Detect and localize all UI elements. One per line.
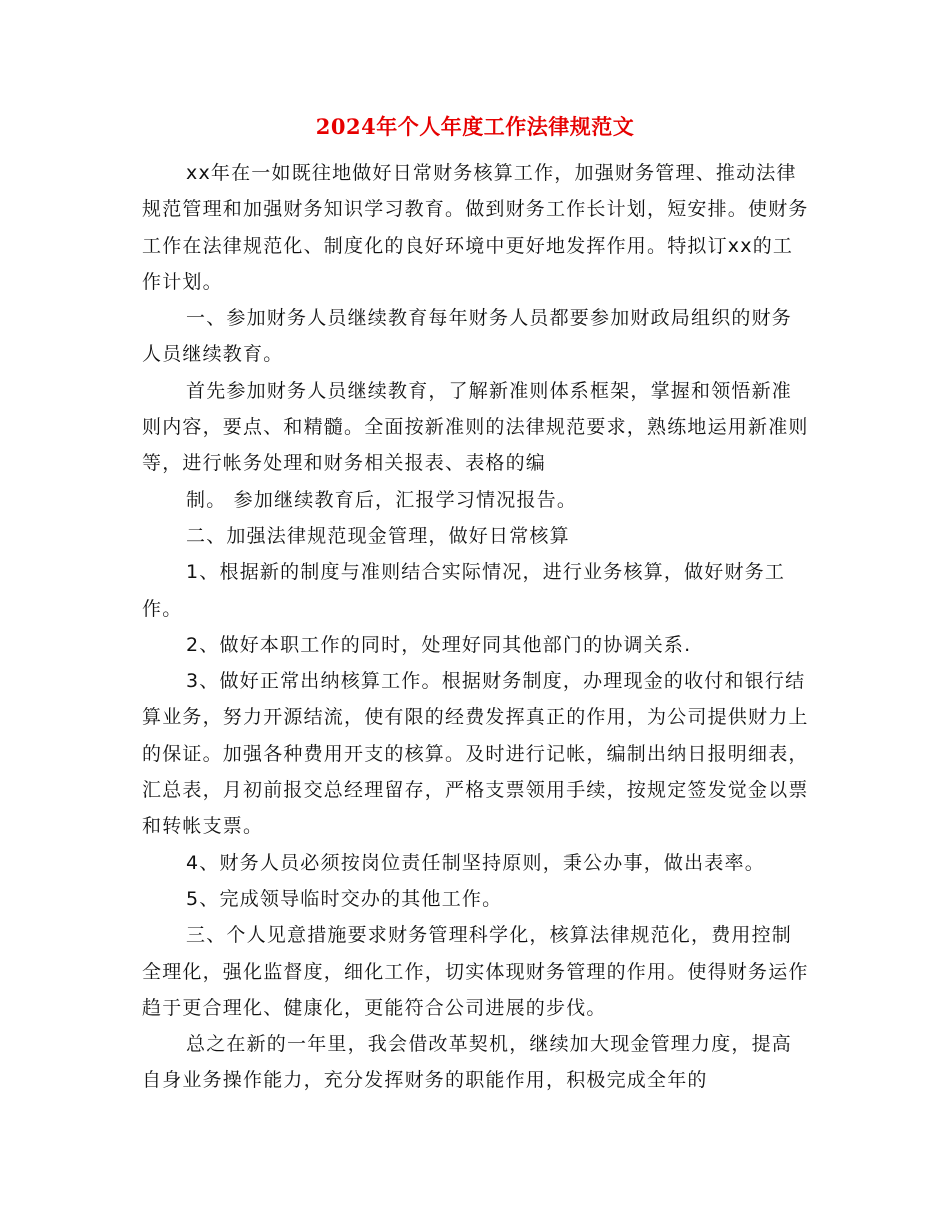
paragraph-item-1: 1、根据新的制度与准则结合实际情况，进行业务核算，做好财务工作。	[142, 561, 786, 620]
paragraph-intro: xx年在一如既往地做好日常财务核算工作，加强财务管理、推动法律规范管理和加强财务知识学习教育。做到财务工作长计划，短安排。使财务工作在法律规范化、制度化的良好环境中更好地发挥作用。特拟订xx的工作计划。	[142, 162, 809, 293]
paragraph-conclusion: 总之在新的一年里，我会借改革契机，继续加大现金管理力度，提高自身业务操作能力，充分发挥财务的职能作用，积极完成全年的	[142, 1033, 793, 1092]
paragraph-item-5: 5、完成领导临时交办的其他工作。	[186, 887, 503, 910]
document-title: 2024年个人年度工作法律规范文	[315, 114, 635, 139]
paragraph-section-1-heading: 一、参加财务人员继续教育每年财务人员都要参加财政局组织的财务人员继续教育。	[142, 307, 793, 366]
paragraph-item-3: 3、做好正常出纳核算工作。根据财务制度，办理现金的收付和银行结算业务，努力开源结流，使有限的经费发挥真正的作用，为公司提供财力上的保证。加强各种费用开支的核算。及时进行记帐，编制出纳日报明细表，汇总表，月初前报交总经理留存，严格支票领用手续，按规定签发觉金以票和转帐支票。	[142, 670, 809, 838]
document-body	[142, 155, 810, 1099]
paragraph-section-1-continuation: 制。 参加继续教育后，汇报学习情况报告。	[186, 488, 578, 511]
paragraph-item-4: 4、财务人员必须按岗位责任制坚持原则，秉公办事，做出表率。	[186, 851, 765, 874]
paragraph-section-1-body: 首先参加财务人员继续教育，了解新准则体系框架，掌握和领悟新准则内容，要点、和精髓。全面按新准则的法律规范要求，熟练地运用新准则等，进行帐务处理和财务相关报表、表格的编	[142, 379, 809, 475]
paragraph-section-3: 三、个人见意措施要求财务管理科学化，核算法律规范化，费用控制全理化，强化监督度，细化工作，切实体现财务管理的作用。使得财务运作趋于更合理化、健康化，更能符合公司进展的步伐。	[142, 924, 809, 1019]
paragraph-item-2: 2、做好本职工作的同时，处理好同其他部门的协调关系.	[186, 633, 692, 656]
paragraph-section-2-heading: 二、加强法律规范现金管理，做好日常核算	[186, 524, 570, 547]
